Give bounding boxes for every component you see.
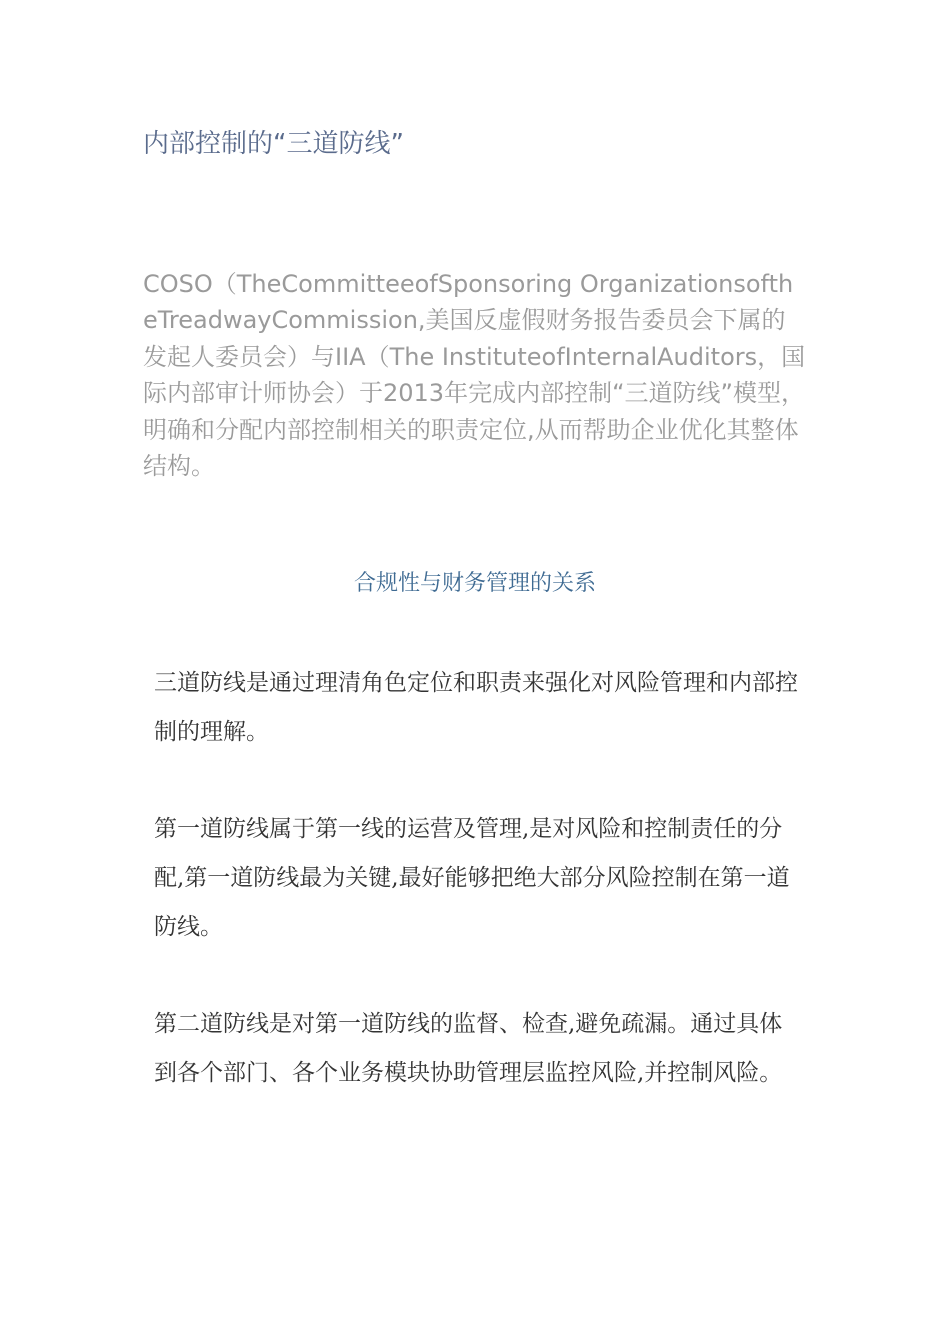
section-title: 合规性与财务管理的关系 [353, 571, 596, 596]
body-paragraph-first-line: 第一道防线属于第一线的运营及管理,是对风险和控制责任的分配,第一道防线最为关键,最好能够把绝大部分风险控制在第一道防线。 [154, 816, 790, 940]
intro-paragraph: COSO（TheCommitteeofSponsoring OrganizationsoftheTreadwayCommission,美国反虚假财务报告委员会下属的发起人委员会）与IIA（The InstituteofInternalAuditors，国际内部审计师协会）于2013年完成内部控制“三道防线”模型，明确和分配内部控制相关的职责定位,从而帮助企业优化其整体结构。 [143, 270, 806, 481]
body-paragraph-three-lines: 三道防线是通过理清角色定位和职责来强化对风险管理和内部控制的理解。 [154, 670, 798, 745]
page-title: 内部控制的“三道防线” [143, 129, 404, 159]
body-paragraph-second-line: 第二道防线是对第一道防线的监督、检查,避免疏漏。通过具体到各个部门、各个业务模块协助管理层监控风险,并控制风险。 [154, 1011, 783, 1086]
